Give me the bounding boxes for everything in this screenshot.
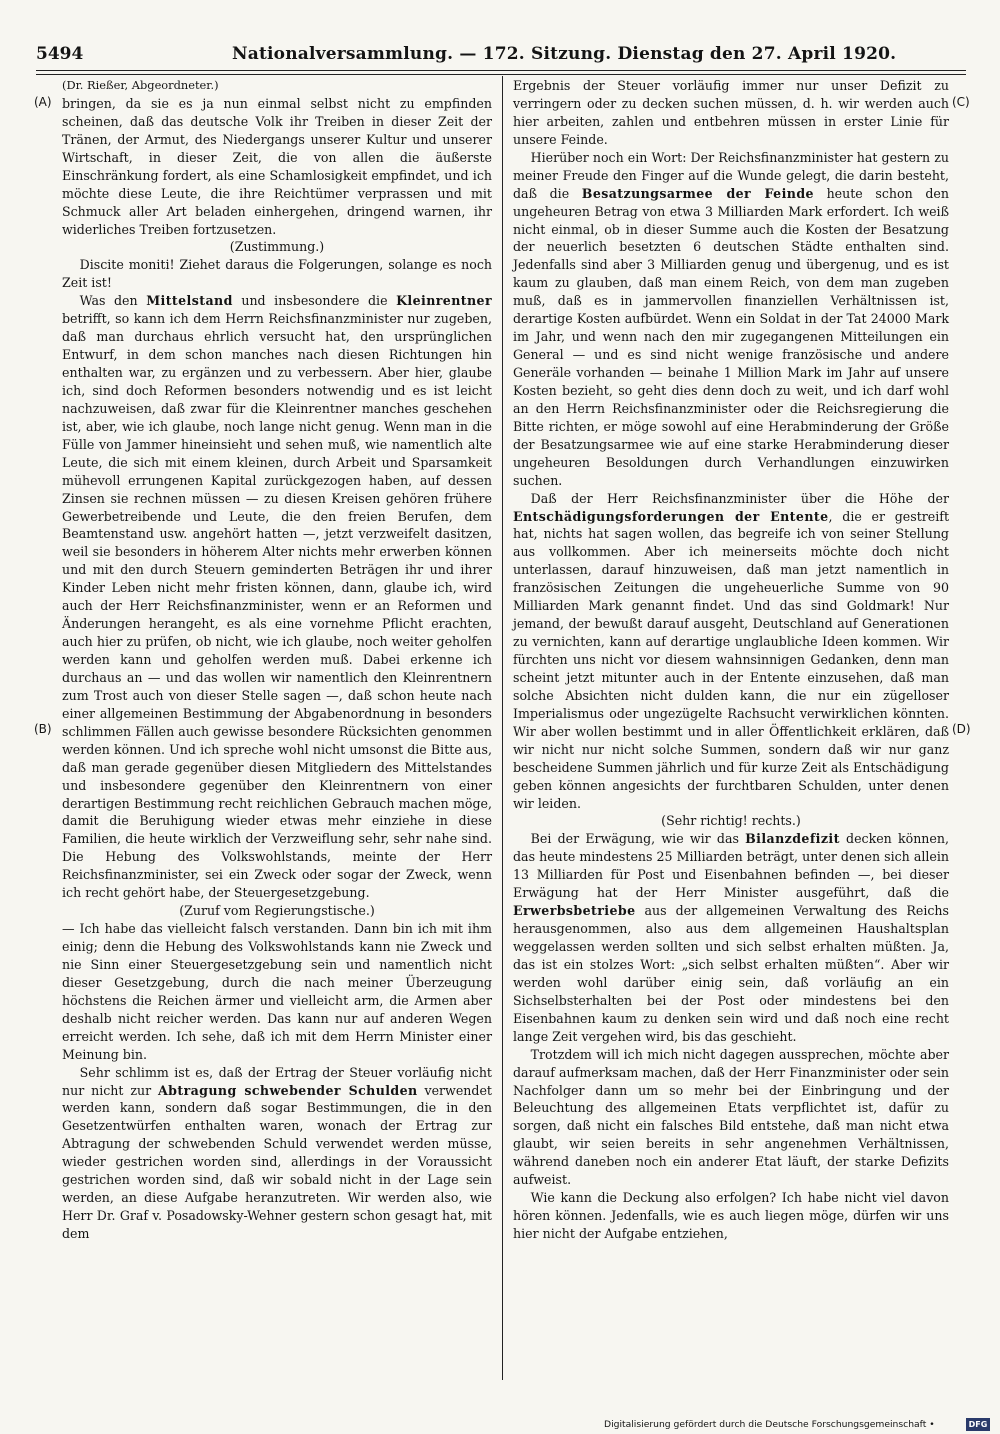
paragraph xyxy=(513,490,949,813)
emphasis: Bilanzdefizit xyxy=(745,831,840,847)
credit-text: Digitalisierung gefördert durch die Deutsche Forschungsgemeinschaft • xyxy=(604,1419,935,1430)
text-run: verwendet werden kann, sondern daß sogar Bestimmungen, die in den Gesetzentwürfen enthalten waren, wonach der Ertrag zur Abtragung der schwebenden Schuld verwendet werden müsse, wieder gestrichen worden sind, allerdings in der Voraussicht gestrichen worden sind, daß wir sobald nicht in der Lage sein werden, an diese Aufgabe heranzutreten. Wir werden also, wie Herr Dr. Graf v. Posadowsky-Wehner gestern schon gesagt hat, mit dem xyxy=(62,1082,492,1241)
text-run: betrifft, so kann ich dem Herrn Reichsfinanzminister nur zugeben, daß man durchaus ehrlich versucht hat, den ursprünglichen Entwurf, in dem schon manches nach diesen Richtungen hin enthalten war, zu ergänzen und zu verbessern. Aber hier, glaube ich, sind doch Reformen besonders notwendig und es ist leicht nachzuweisen, daß zwar für die Kleinrentner manches geschehen ist, aber, wie ich glaube, noch lange nicht genug. Wenn man in die Fülle von Jammer hineinsieht und sehen muß, wie namentlich alte Leute, die sich mit einem kleinen, durch Arbeit und Sparsamkeit mühevoll errungenen Kapital zurückgezogen haben, auf dessen Zinsen sie rechnen müssen — zu diesen Kreisen gehören frühere Gewerbetreibende und Leute, die den freien Berufen, dem Beamtenstand usw. angehört hatten —, jetzt verzweifelt dasitzen, weil sie besonders in höherem Alter nichts mehr erwerben können und mit den durch Steuern geminderten Beträgen ihr und ihrer Kinder Leben nicht mehr fristen können, dann, glaube ich, wird auch der Herr Reichsfinanzminister, wenn er an Reformen und Änderungen herangeht, es als eine vornehme Pflicht erachten, auch hier zu prüfen, ob nicht, wie ich glaube, noch weiter geholfen werden kann und geholfen werden muß. Dabei erkenne ich durchaus an — und das wollen wir namentlich den Kleinrentnern zum Trost auch von dieser Stelle sagen —, daß schon heute nach einer allgemeinen Bestimmung der Abgabenordnung in besonders schlimmen Fällen auch gewisse besondere Rücksichten genommen werden können. Und ich spreche wohl nicht umsonst die Bitte aus, daß man gerade gegenüber diesen Mitgliedern des Mittelstandes und insbesondere gegenüber den Kleinrentnern von einer derartigen Bestimmung recht reichlichen Gebrauch machen möge, damit die Beruhigung wieder etwas mehr einziehe in diese Familien, die heute wirklich der Verzweiflung sehr, sehr nahe sind. Die Hebung des Volkswohlstands, meinte der Herr Reichsfinanzminister, sei ein Zweck oder sogar der Zweck, wenn ich recht gehört habe, der Steuergesetzgebung. xyxy=(62,311,492,901)
margin-marker-b: (B) xyxy=(34,722,52,736)
interjection: (Zuruf vom Regierungstische.) xyxy=(179,903,375,919)
margin-marker-a: (A) xyxy=(34,95,52,109)
text-run: heute schon den ungeheuren Betrag von etwa 3 Milliarden Mark erfordert. Ich weiß nicht einmal, ob in dieser Summe auch die Kosten der Besatzung der neuerlich besetzten 6 deutschen Städte enthalten sind. Jedenfalls sind aber 3 Milliarden genug und übergenug, und es ist kaum zu glauben, daß man einem Reich, von dem man zugeben muß, daß es in jammervollen finanziellen Verhältnissen ist, derartige Kosten aufbürdet. Wenn ein Soldat in der Tat 24000 Mark im Jahr, und wenn nach den mir zugegangenen Mitteilungen ein General — und es sind nicht wenige französische und andere Generäle vorhanden — beinahe 1 Million Mark im Jahr auf unsere Kosten bezieht, so geht dies denn doch zu weit, und ich darf wohl an den Herrn Reichsfinanzminister oder die Reichsregierung die Bitte richten, er möge sowohl auf eine Herabminderung der Größe der Besatzungsarmee wie auf eine starke Herabminderung dieser ungeheuren Besoldungen durch Verhandlungen einzuwirken suchen. xyxy=(513,185,949,488)
paragraph xyxy=(513,830,949,1045)
page-number: 5494 xyxy=(36,44,84,64)
text-run: Hierüber noch ein Wort: Der Reichsfinanzminister hat gestern zu meiner Freude den Finger auf die Wunde gelegt, die darin besteht, daß die xyxy=(513,149,949,201)
paragraph: Ergebnis der Steuer vorläufig immer nur unser Defizit zu verringern oder zu decken suchen müssen, d. h. wir werden auch hier arbeiten, zahlen und entbehren müssen in erster Linie für unsere Feinde. xyxy=(513,78,949,147)
paragraph: bringen, da sie es ja nun einmal selbst nicht zu empfinden scheinen, daß das deutsche Volk ihr Treiben in dieser Zeit der Tränen, der Armut, des Niedergangs unserer Kultur und unserer Wirtschaft, in dieser Zeit, die von allen die äußerste Einschränkung fordert, als eine Schamlosigkeit empfindet, und ich möchte diese Leute, die ihre Reichtümer verprassen und mit Schmuck aller Art beladen einhergehen, dringend warnen, ihr widerliches Treiben fortzusetzen. xyxy=(62,95,492,237)
text-run: , die er gestreift hat, nichts hat sagen wollen, das begreife ich von seiner Stellung aus vollkommen. Aber ich meinerseits möchte doch nicht unterlassen, darauf hinzuweisen, daß man jetzt namentlich in französischen Zeitungen die ungeheuerliche Summe von 90 Milliarden Mark genannt findet. Und das sind Goldmark! Nur jemand, der bewußt darauf ausgeht, Deutschland auf Generationen zu vernichten, kann auf derartige unglaubliche Ideen kommen. Wir fürchten uns nicht vor diesem wahnsinnigen Gedanken, denn man scheint jetzt mitunter auch in der Entente einzusehen, daß man solche Absichten nicht dulden kann, die nur ein zügelloser Imperialismus oder ungezügelte Rachsucht verwirklichen könnten. Wir aber wollen bestimmt und in aller Öffentlichkeit erklären, daß wir nicht nur nicht solche Summen, sondern daß wir nur ganz bescheidene Summen jährlich und für kurze Zeit als Entschädigung geben können angesichts der furchtbaren Schulden, unter denen wir leiden. xyxy=(513,508,949,811)
dfg-logo: DFG xyxy=(966,1418,990,1431)
running-header xyxy=(36,40,966,70)
paragraph: Discite moniti! Ziehet daraus die Folgerungen, solange es noch Zeit ist! xyxy=(62,257,492,291)
emphasis: Abtragung schwebender Schulden xyxy=(157,1082,418,1098)
running-title: Nationalversammlung. — 172. Sitzung. Dienstag den 27. April 1920. xyxy=(232,44,897,64)
paragraph xyxy=(62,292,492,902)
right-column xyxy=(513,77,949,1243)
text-run: aus der allgemeinen Verwaltung des Reichs herausgenommen, also aus dem allgemeinen Haushaltsplan weggelassen werden sollten und sich selbst erhalten müßten. Ja, das ist ein stolzes Wort: „sich selbst erhalten müßten“. Aber wir werden wohl darüber einig sein, daß vorläufig an ein Sichselbsterhalten bei der Post oder mindestens bei den Eisenbahnen kaum zu denken sein wird und daß noch eine recht lange Zeit vergehen wird, bis das geschieht. xyxy=(513,903,949,1044)
paragraph: Wie kann die Deckung also erfolgen? Ich habe nicht viel davon hören können. Jedenfalls, wie es auch liegen möge, dürfen wir uns hier nicht der Aufgabe entziehen, xyxy=(513,1190,949,1241)
emphasis: Kleinrentner xyxy=(396,293,492,309)
column-separator xyxy=(502,76,503,1380)
paragraph: Trotzdem will ich mich nicht dagegen aussprechen, möchte aber darauf aufmerksam machen, daß der Herr Finanzminister oder sein Nachfolger dann um so mehr bei der Einbringung und der Beleuchtung des allgemeinen Etats verpflichtet ist, dafür zu sorgen, daß nicht ein falsches Bild entstehe, daß man nicht etwa glaubt, wir seien bereits in sehr angenehmen Verhältnissen, während daneben noch ein anderer Etat läuft, der starke Defizits aufweist. xyxy=(513,1046,949,1188)
interjection: (Zustimmung.) xyxy=(229,239,325,255)
left-column xyxy=(62,77,492,1243)
paragraph: — Ich habe das vielleicht falsch verstanden. Dann bin ich mit ihm einig; denn die Hebung des Volkswohlstands kann nie Zweck und nie Sinn einer Steuergesetzgebung sein und namentlich nicht dieser Gesetzgebung, durch die nach meiner Überzeugung höchstens die Reichen ärmer und vielleicht arm, die Armen aber deshalb nicht reicher werden. Das kann nur auf anderen Wegen erreicht werden. Ich sehe, daß ich mit dem Herrn Minister einer Meinung bin. xyxy=(62,921,492,1062)
emphasis: Erwerbsbetriebe xyxy=(513,903,636,919)
text-run: Bei der Erwägung, wie wir das xyxy=(530,831,746,847)
text-run: Daß der Herr Reichsfinanzminister über die Höhe der xyxy=(530,490,949,506)
emphasis: Besatzungsarmee der Feinde xyxy=(581,185,814,201)
interjection: (Sehr richtig! rechts.) xyxy=(661,813,801,829)
speaker-label: (Dr. Rießer, Abgeordneter.) xyxy=(62,78,219,92)
emphasis: Entschädigungsforderungen der Entente xyxy=(513,508,829,524)
header-rule-inner xyxy=(36,74,966,75)
emphasis: Mittelstand xyxy=(146,293,233,309)
text-run: Was den xyxy=(79,293,147,309)
header-rule xyxy=(36,70,966,71)
text-run: Sehr schlimm ist es, daß der Ertrag der Steuer vorläufig nicht nur nicht zur xyxy=(62,1064,492,1098)
margin-marker-c: (C) xyxy=(952,95,970,109)
paragraph xyxy=(62,1064,492,1243)
digitization-credit xyxy=(600,1418,992,1432)
text-run: decken können, das heute mindestens 25 Milliarden beträgt, unter denen sich allein 13 Milliarden für Post und Eisenbahnen befinden —, bei dieser Erwägung hat der Herr Minister ausgeführt, daß die xyxy=(513,831,949,901)
text-run: und insbesondere die xyxy=(232,293,397,309)
paragraph xyxy=(513,149,949,490)
margin-marker-d: (D) xyxy=(952,722,971,736)
